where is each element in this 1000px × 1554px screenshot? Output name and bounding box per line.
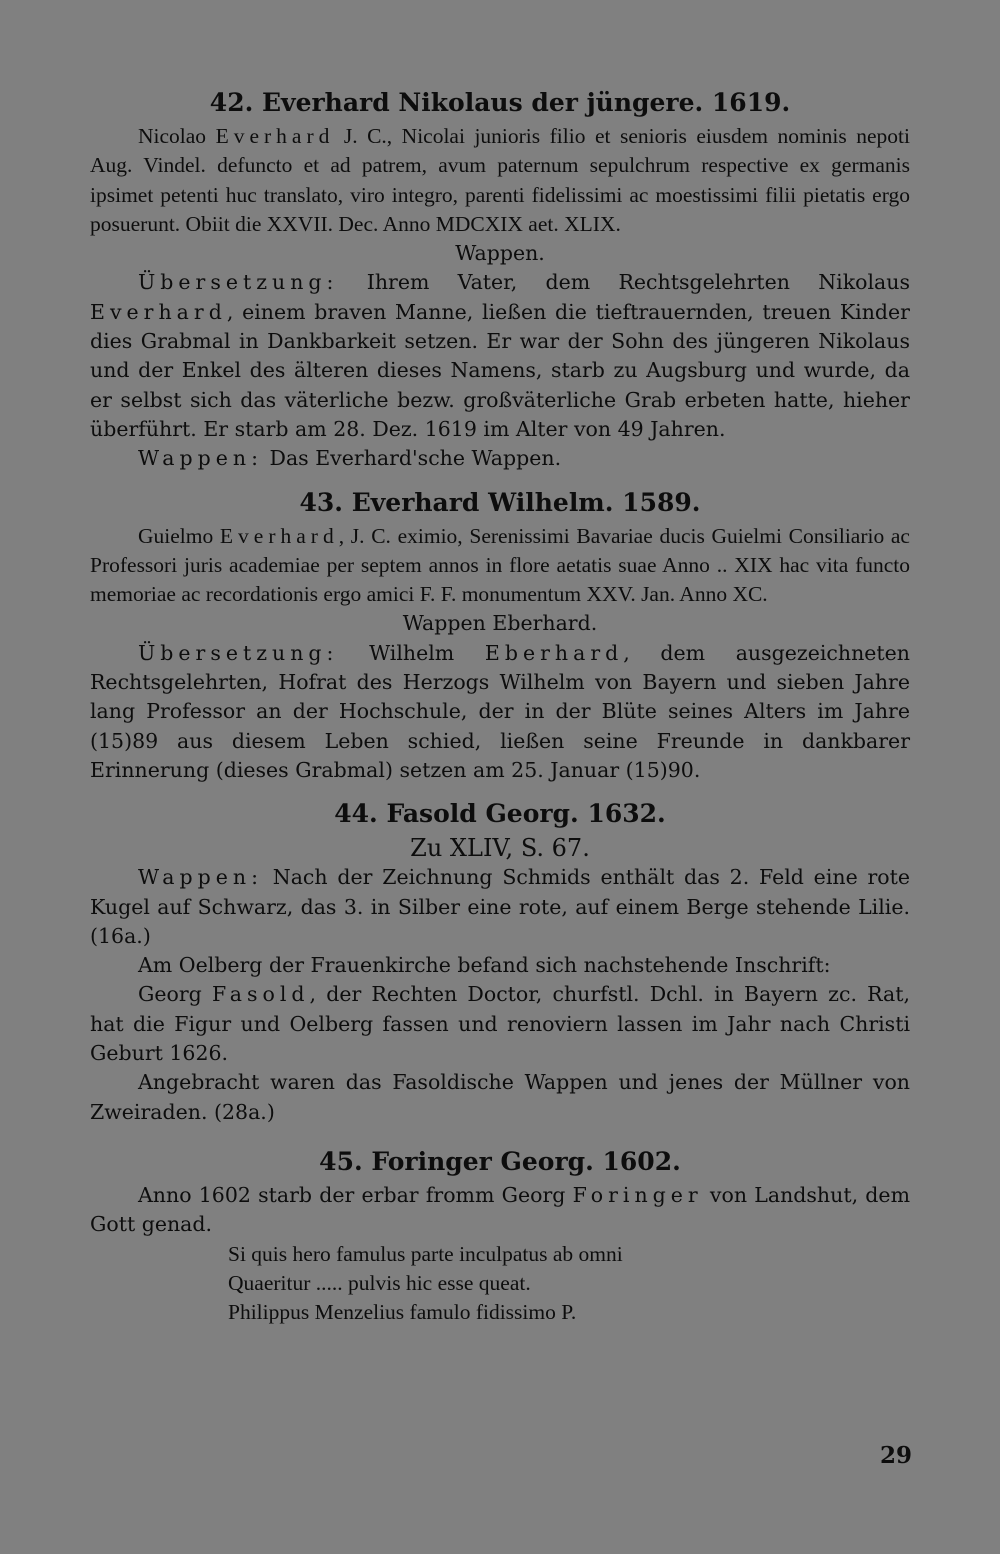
wappen-note-44: [90, 863, 910, 951]
entry-text-45: [90, 1181, 910, 1240]
translation-42: [90, 268, 910, 444]
entry-text: von Landshut, dem Gott genad.: [90, 1182, 911, 1237]
latin-inscription-43: [90, 522, 910, 610]
translation-text: , dem ausgezeichneten Rechtsgelehrten, Hofrat des Herzogs Wilhelm von Bayern und sieben Jahre lang Professor an der Hochschule, der in der Blüte seines Alters im Jahre (15)89 aus diesem Leben schied, ließen seine Freunde in dankbarer Erinnerung (dieses Grabmal) setzen am 25. Januar (15)90.: [90, 640, 910, 782]
page-content: [90, 84, 910, 1327]
wappen-text: Nach der Zeichnung Schmids enthält das 2. Feld eine rote Kugel auf Schwarz, das 3. in Silber eine rote, auf einem Berge stehende Lilie. (16a.): [90, 865, 910, 948]
entry-heading-43: 43. Everhard Wilhelm. 1589.: [299, 487, 701, 517]
oelberg-note: Am Oelberg der Frauenkirche befand sich nachstehende Inschrift:: [138, 953, 831, 978]
latin-text: Guielmo: [138, 523, 220, 548]
page-number: 29: [880, 1442, 913, 1469]
inschrift-name: Fasold: [211, 982, 310, 1007]
verse-line: Quaeritur ..... pulvis hic esse queat.: [228, 1270, 531, 1295]
verse-line: Si quis hero famulus parte inculpatus ab omni: [228, 1241, 623, 1266]
wappen-note-42: [90, 444, 910, 473]
translation-text: Wilhelm: [338, 640, 485, 665]
latin-text: , J. C. eximio, Serenissimi Bavariae ducis Guielmi Consiliario ac Professori juris academiae per septem annos in flore aetatis suae Anno .. XIX hac vita functo memoriae ac recordationis ergo amici F. F. monumentum XXV. Jan. Anno XC.: [90, 523, 910, 607]
wappen-caption-42: Wappen.: [455, 241, 545, 266]
inschrift-44: [90, 980, 910, 1068]
entry-text: Anno 1602 starb der erbar fromm Georg: [138, 1182, 573, 1207]
verse-line: Philippus Menzelius famulo fidissimo P.: [228, 1300, 577, 1325]
wappen-label: Wappen:: [138, 446, 263, 471]
inschrift-text: , der Rechten Doctor, churfstl. Dchl. in Bayern zc. Rat, hat die Figur und Oelberg fassen und renoviern lassen im Jahr nach Christi Geburt 1626.: [90, 982, 910, 1066]
translation-label: Übersetzung:: [138, 270, 339, 295]
translation-text: , einem braven Manne, ließen die tieftrauernden, treuen Kinder dies Grabmal in Dankbarkeit setzen. Er war der Sohn des jüngeren Nikolaus und der Enkel des älteren dieses Namens, starb zu Augsburg und wurde, da er selbst sich das väterliche bezw. großväterliche Grab erbeten hatte, hieher überführt. Er starb am 28. Dez. 1619 im Alter von 49 Jahren.: [90, 299, 910, 441]
wappen-label: Wappen:: [138, 865, 263, 890]
latin-name: Everhard: [219, 523, 339, 548]
latin-inscription-42: [90, 122, 910, 239]
wappen-text: Das Everhard'sche Wappen.: [263, 446, 562, 471]
entry-name: Foringer: [572, 1182, 703, 1207]
translation-43: [90, 639, 910, 785]
entry-reference-44: Zu XLIV, S. 67.: [410, 834, 590, 863]
translation-name: Everhard: [90, 299, 227, 324]
latin-text: Nicolao: [138, 124, 216, 148]
entry-heading-45: 45. Foringer Georg. 1602.: [319, 1146, 681, 1176]
latin-text: J. C., Nicolai junioris filio et senioris eiusdem nominis nepoti Aug. Vindel. defuncto et ad patrem, avum paternum sepulchrum respective ex germanis ipsimet petenti huc translato, viro integro, parenti fidelissimi ac moestissimi filii pietatis ergo posuerunt. Obiit die XXVII. Dec. Anno MDCXIX aet. XLIX.: [90, 124, 911, 236]
latin-verse: [228, 1240, 910, 1328]
entry-heading-44: 44. Fasold Georg. 1632.: [334, 799, 666, 829]
latin-name: Everhard: [215, 124, 335, 148]
translation-name: Eberhard: [484, 640, 624, 665]
angebracht-note: Angebracht waren das Fasoldische Wappen und jenes der Müllner von Zweiraden. (28a.): [90, 1070, 910, 1124]
translation-label: Übersetzung:: [138, 640, 339, 665]
translation-text: Ihrem Vater, dem Rechtsgelehrten Nikolaus: [338, 270, 910, 295]
inschrift-text: Georg: [138, 982, 212, 1007]
entry-heading-42: 42. Everhard Nikolaus der jüngere. 1619.: [209, 88, 791, 117]
wappen-caption-43: Wappen Eberhard.: [402, 611, 598, 636]
